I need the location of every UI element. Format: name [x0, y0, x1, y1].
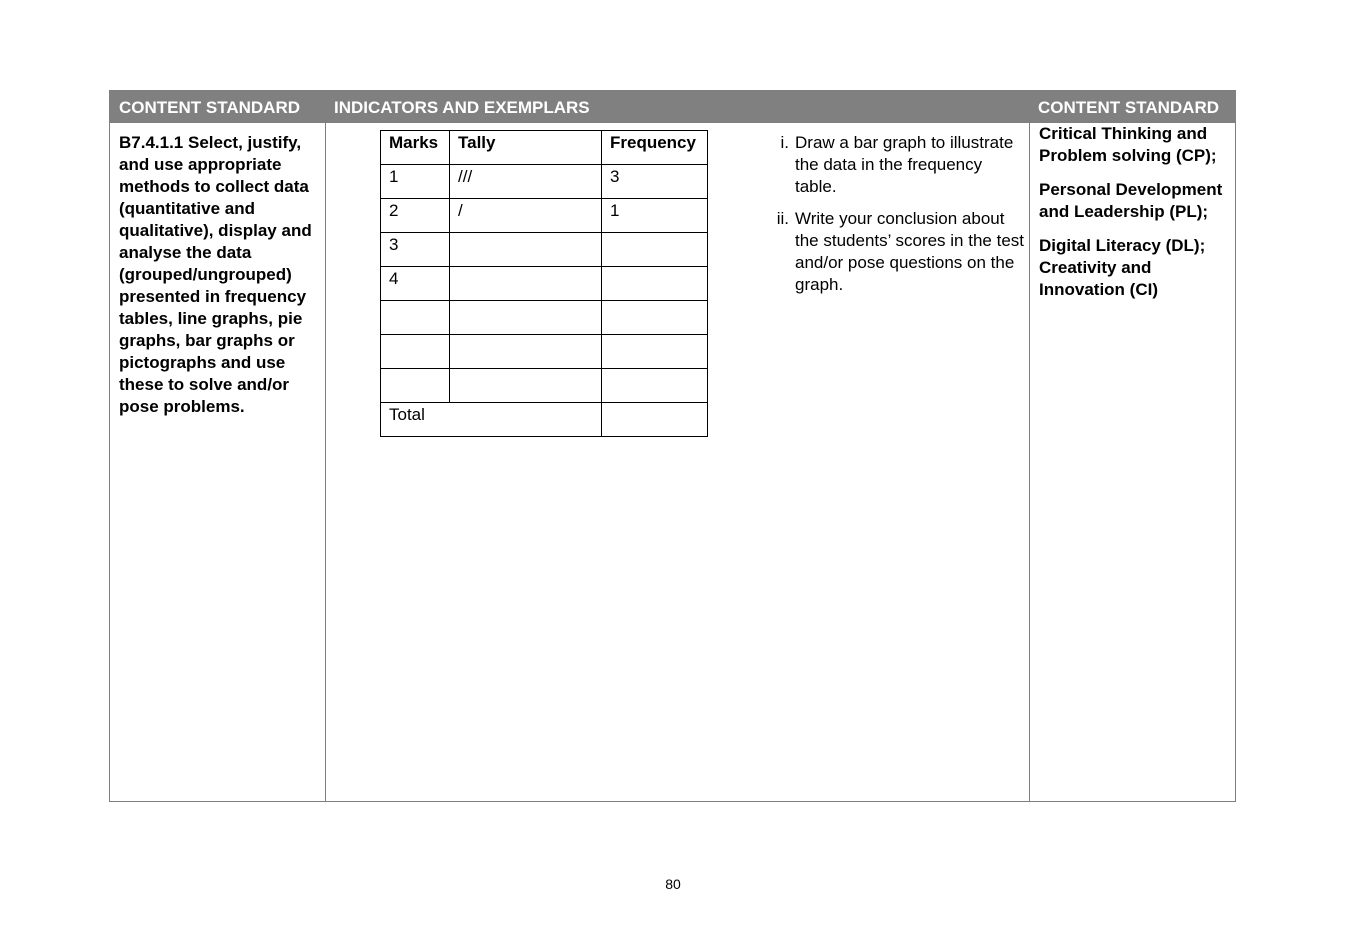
table-row [381, 267, 708, 301]
table-row [381, 199, 708, 233]
marks-cell [381, 335, 450, 369]
task-text: Draw a bar graph to illustrate the data in the frequency table. [795, 133, 1014, 196]
marks-cell [381, 301, 450, 335]
frequency-cell [602, 369, 708, 403]
page-number: 80 [665, 876, 681, 892]
list-item [765, 208, 1025, 296]
table-row [381, 301, 708, 335]
total-label: Total [381, 403, 602, 437]
marks-cell [381, 369, 450, 403]
table-row [381, 335, 708, 369]
table-header-row [110, 91, 1235, 122]
header-content-standard-right: CONTENT STANDARD [1038, 98, 1220, 117]
competencies-list [1039, 123, 1231, 313]
tally-header: Tally [450, 131, 602, 165]
competency-item: Personal Development and Leadership (PL); [1039, 180, 1223, 221]
frequency-cell [602, 233, 708, 267]
task-list [765, 132, 1025, 306]
marks-cell: 2 [381, 199, 450, 233]
frequency-cell: 3 [602, 165, 708, 199]
tally-cell: /// [450, 165, 602, 199]
marks-cell: 3 [381, 233, 450, 267]
table-row [381, 369, 708, 403]
frequency-table-header [381, 131, 708, 165]
total-value [602, 403, 708, 437]
column-divider-2 [1029, 91, 1030, 801]
tally-cell: / [450, 199, 602, 233]
tally-cell [450, 301, 602, 335]
marks-header: Marks [381, 131, 450, 165]
curriculum-table [109, 90, 1236, 802]
frequency-cell [602, 267, 708, 301]
header-indicators-exemplars: INDICATORS AND EXEMPLARS [334, 98, 590, 117]
marks-cell: 1 [381, 165, 450, 199]
total-row [381, 403, 708, 437]
table-row [381, 165, 708, 199]
tally-cell [450, 369, 602, 403]
frequency-table [380, 130, 708, 437]
tally-cell [450, 335, 602, 369]
competency-item: Digital Literacy (DL); Creativity and Innovation (CI) [1039, 236, 1206, 299]
marks-cell: 4 [381, 267, 450, 301]
frequency-header: Frequency [602, 131, 708, 165]
table-row [381, 233, 708, 267]
task-number: i. [780, 133, 789, 152]
tally-cell [450, 233, 602, 267]
content-standard-text: B7.4.1.1 Select, justify, and use appropriate methods to collect data (quantitative and qualitative), display and analyse the data (grouped/ungrouped) presented in frequency tables, line graphs, pie graphs, bar graphs or pictographs and use these to solve and/or pose problems. [119, 133, 312, 416]
header-content-standard: CONTENT STANDARD [119, 98, 301, 117]
frequency-cell [602, 301, 708, 335]
column-divider-1 [325, 91, 326, 801]
frequency-cell: 1 [602, 199, 708, 233]
list-item [765, 132, 1025, 198]
frequency-cell [602, 335, 708, 369]
task-number: ii. [776, 209, 789, 228]
tally-cell [450, 267, 602, 301]
task-text: Write your conclusion about the students’ scores in the test and/or pose questions on the graph. [795, 209, 1024, 294]
competency-item: Critical Thinking and Problem solving (CP); [1039, 124, 1217, 165]
